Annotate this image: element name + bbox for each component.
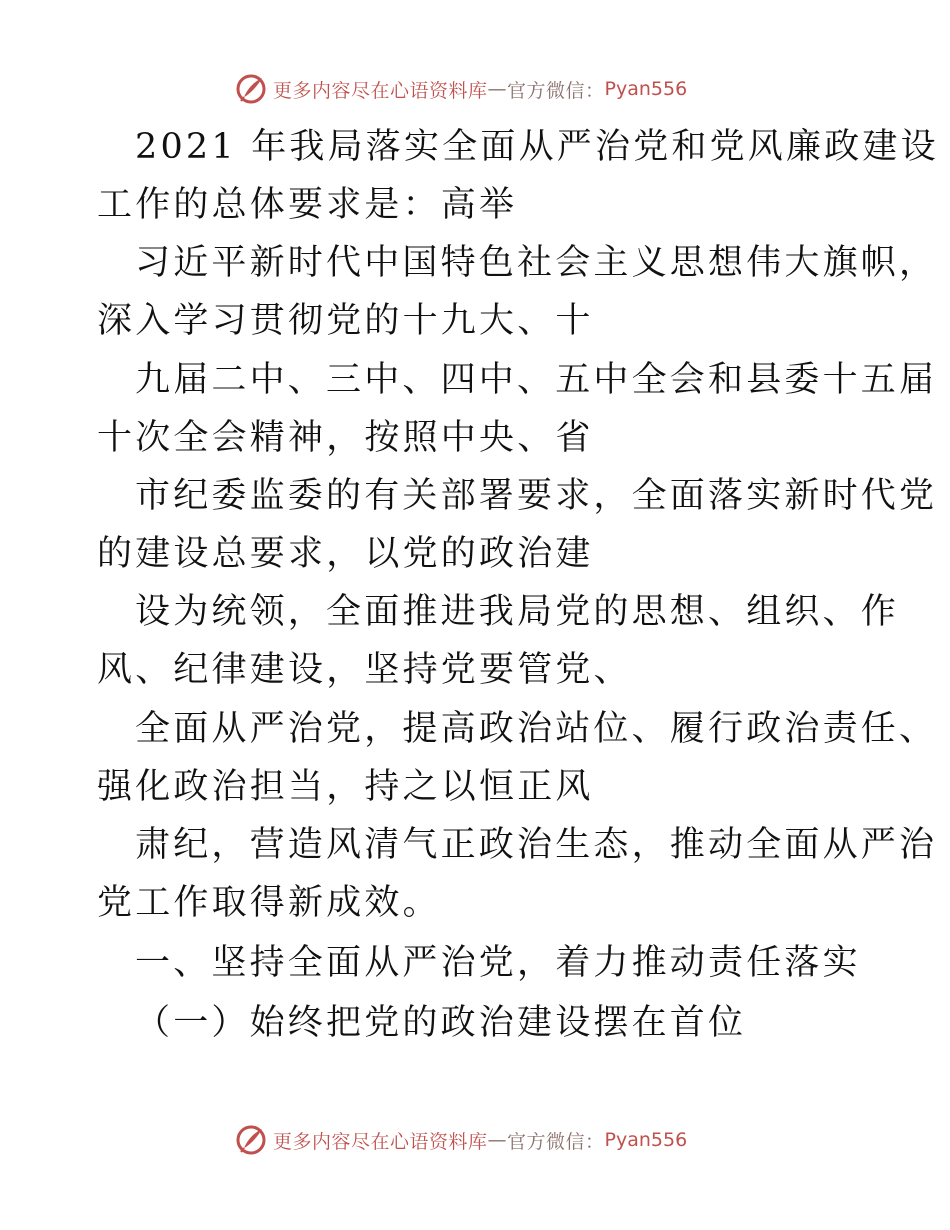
paragraph-line: 习近平新时代中国特色社会主义思想伟大旗帜，: [135, 243, 938, 283]
paragraph-line: 九届二中、三中、四中、五中全会和县委十五届: [135, 360, 938, 400]
paragraph-line: 风、纪律建设，坚持党要管党、: [97, 650, 632, 690]
header-watermark-banner: [235, 72, 687, 106]
paragraph-line: 全面从严治党，提高政治站位、履行政治责任、: [135, 709, 938, 749]
footer-watermark-banner: [235, 1123, 687, 1157]
paragraph-line: 设为统领，全面推进我局党的思想、组织、作: [135, 592, 900, 632]
banner-wechat-id: Pyan556: [604, 78, 688, 100]
feather-pen-logo-icon: [235, 1124, 267, 1156]
section-heading: 一、坚持全面从严治党，着力推动责任落实: [135, 943, 861, 983]
paragraph-line: 十次全会精神，按照中央、省: [97, 418, 594, 458]
paragraph-line: 肃纪，营造风清气正政治生态，推动全面从严治: [135, 825, 938, 865]
paragraph-line: 2021 年我局落实全面从严治党和党风廉政建设: [135, 127, 939, 167]
banner-wechat-id: Pyan556: [604, 1129, 688, 1151]
banner-dash: —: [487, 1129, 508, 1151]
banner-official-label: 官方微信：: [507, 79, 605, 102]
paragraph-line: 深入学习贯彻党的十九大、十: [97, 301, 594, 341]
banner-official-label: 官方微信：: [507, 1130, 605, 1153]
banner-dash: —: [487, 78, 508, 100]
feather-pen-logo-icon: [235, 73, 267, 105]
paragraph-line: 的建设总要求，以党的政治建: [97, 534, 594, 574]
paragraph-line: 党工作取得新成效。: [97, 883, 441, 923]
banner-site-text: 更多内容尽在心语资料库: [273, 1130, 488, 1153]
subsection-heading: （一）始终把党的政治建设摆在首位: [135, 1003, 747, 1043]
paragraph-line: 市纪委监委的有关部署要求，全面落实新时代党: [135, 476, 938, 516]
banner-site-text: 更多内容尽在心语资料库: [273, 79, 488, 102]
paragraph-line: 工作的总体要求是：高举: [97, 185, 518, 225]
paragraph-line: 强化政治担当，持之以恒正风: [97, 767, 594, 807]
